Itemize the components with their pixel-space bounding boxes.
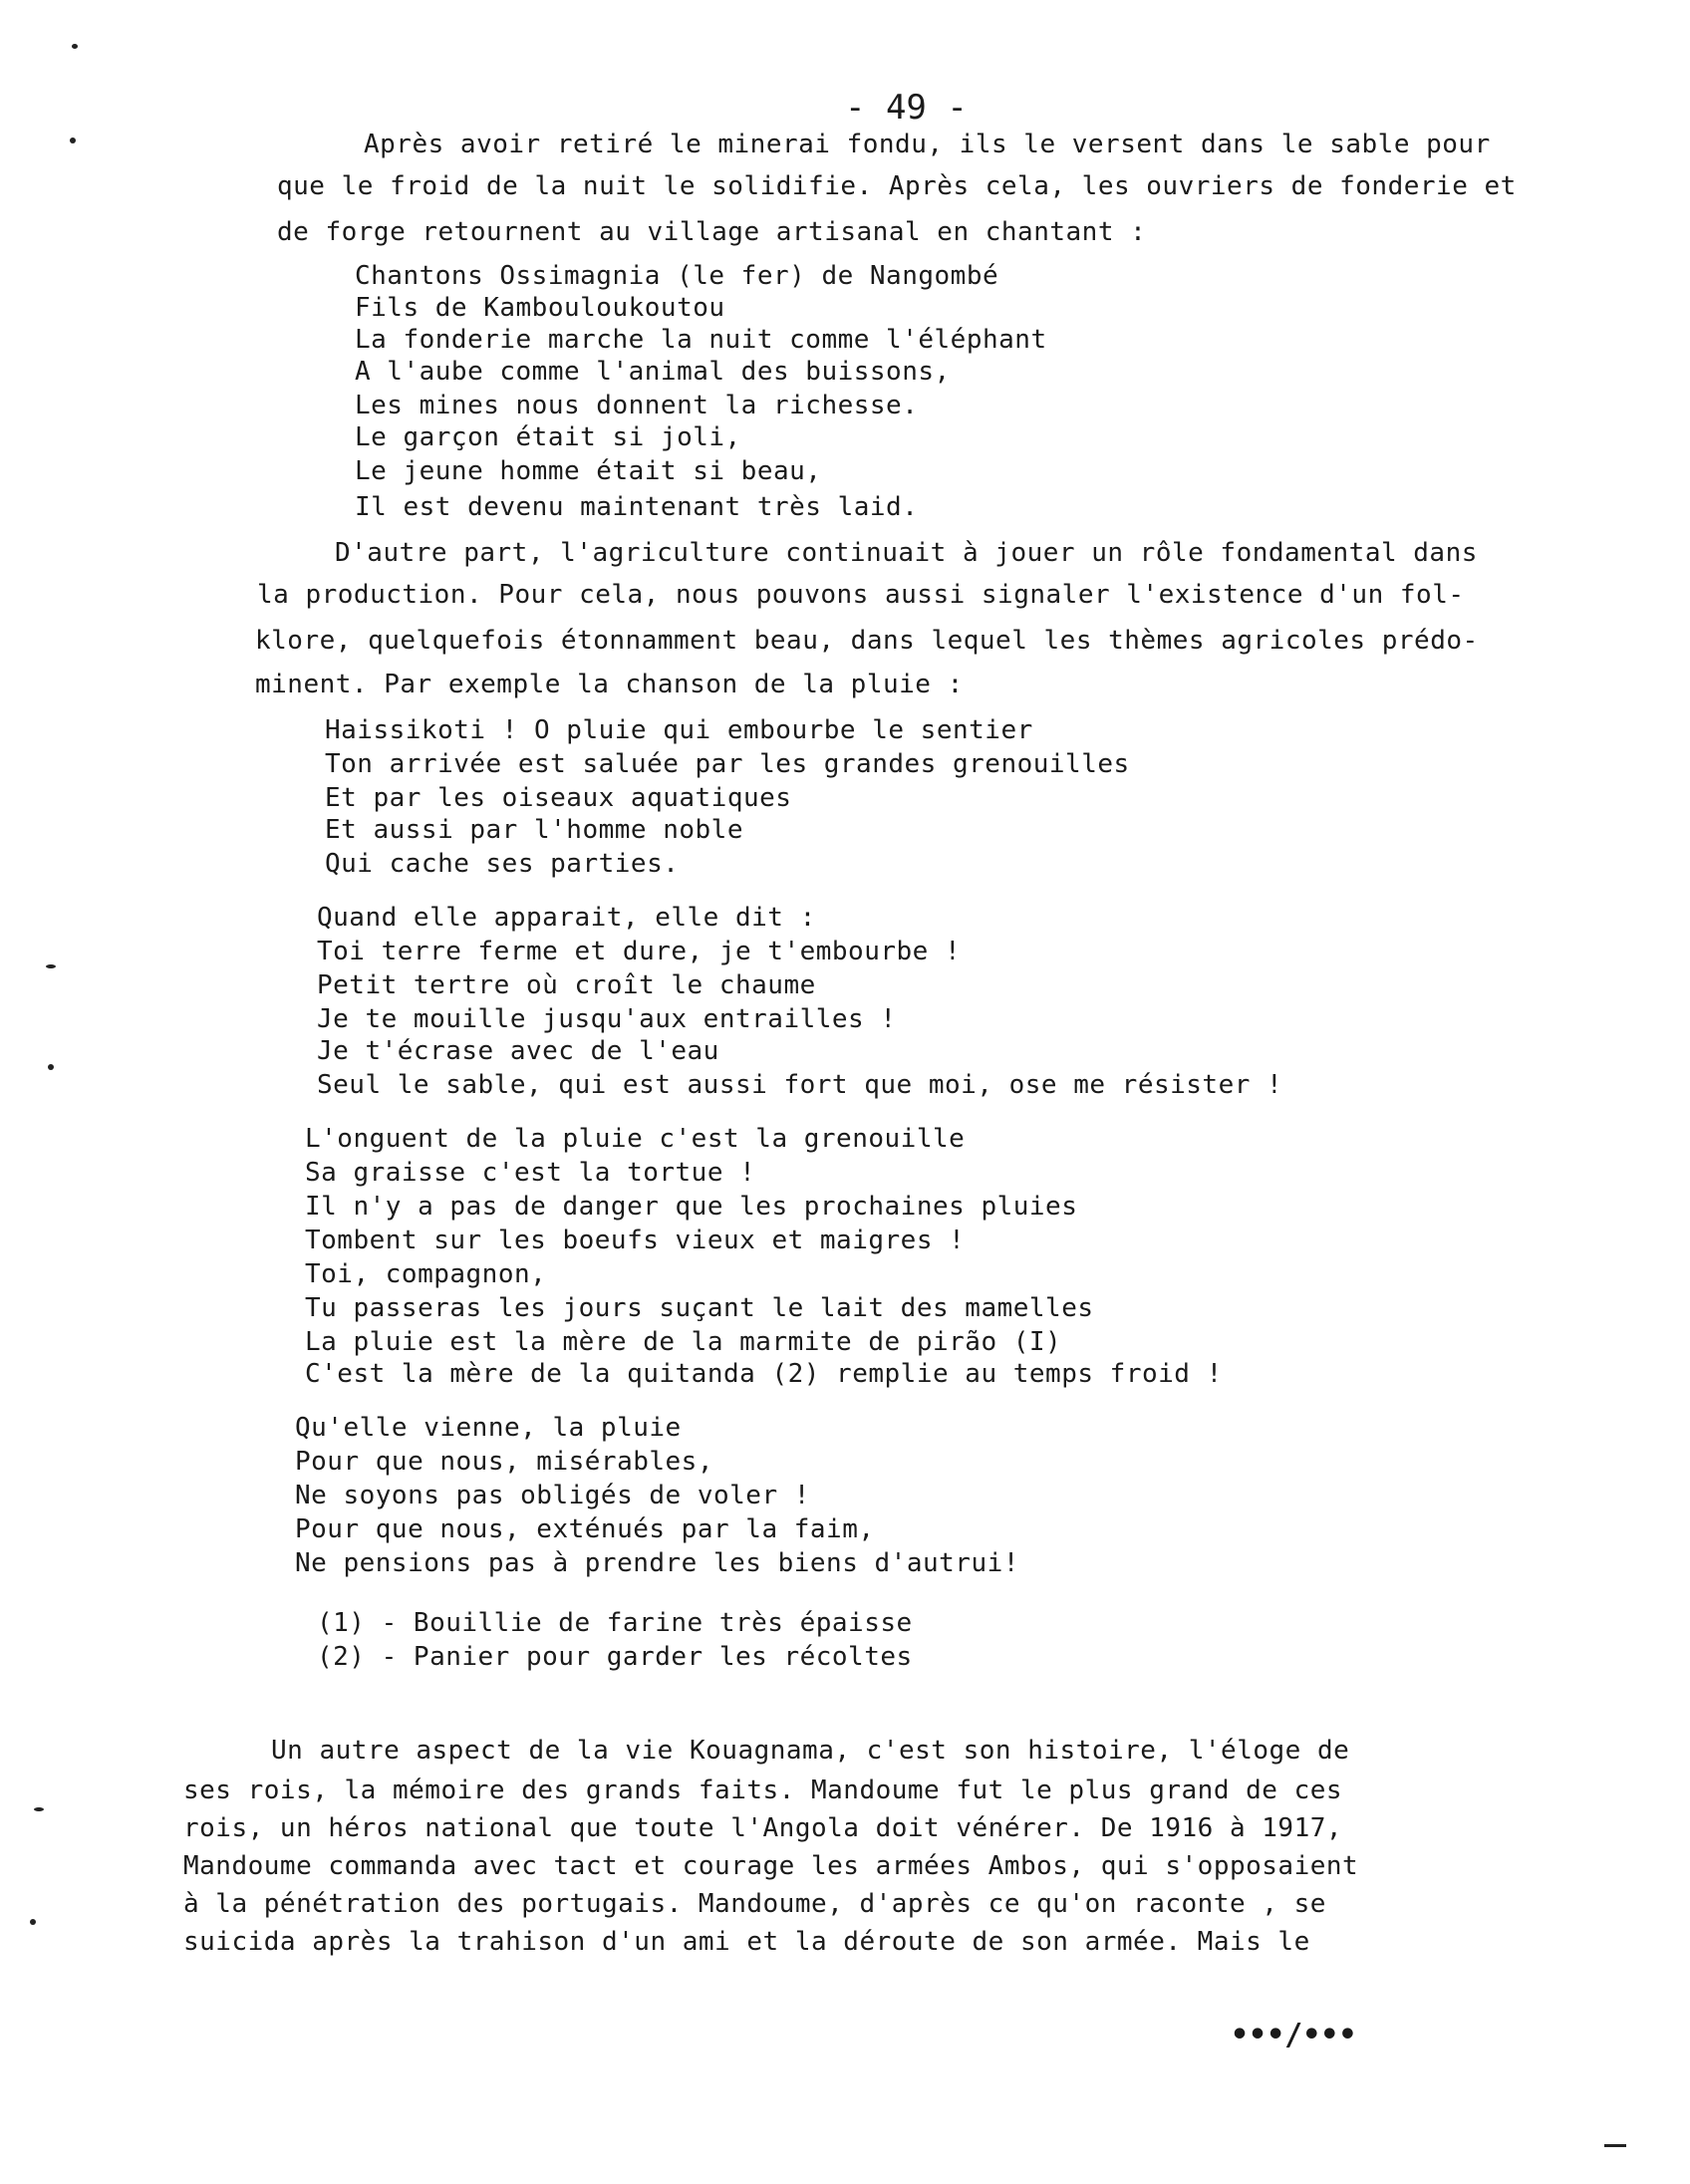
continuation-mark: •••/••• bbox=[1231, 2018, 1357, 2052]
verse-line: Pour que nous, exténués par la faim, bbox=[295, 1514, 875, 1544]
paragraph-line: à la pénétration des portugais. Mandoume, d'après ce qu'on raconte , se bbox=[183, 1889, 1326, 1919]
verse-line: Qui cache ses parties. bbox=[325, 849, 680, 879]
paragraph-line: suicida après la trahison d'un ami et la déroute de son armée. Mais le bbox=[183, 1927, 1310, 1957]
verse-line: La fonderie marche la nuit comme l'éléphant bbox=[355, 325, 1047, 355]
verse-line: Ne soyons pas obligés de voler ! bbox=[295, 1481, 810, 1510]
verse-line: Fils de Kambouloukoutou bbox=[355, 293, 725, 323]
verse-line: Toi, compagnon, bbox=[305, 1259, 547, 1289]
page-number: - 49 - bbox=[845, 88, 968, 128]
paragraph-line: minent. Par exemple la chanson de la pluie : bbox=[255, 670, 964, 699]
verse-line: Je t'écrase avec de l'eau bbox=[317, 1036, 719, 1066]
verse-line: Quand elle apparait, elle dit : bbox=[317, 903, 816, 933]
verse-line: Sa graisse c'est la tortue ! bbox=[305, 1158, 756, 1188]
verse-line: Il est devenu maintenant très laid. bbox=[355, 492, 919, 522]
verse-line: La pluie est la mère de la marmite de pirão (I) bbox=[305, 1327, 1062, 1357]
verse-line: Qu'elle vienne, la pluie bbox=[295, 1413, 682, 1443]
footnote: (2) - Panier pour garder les récoltes bbox=[317, 1642, 913, 1672]
verse-line: Chantons Ossimagnia (le fer) de Nangombé bbox=[355, 261, 999, 291]
verse-line: Et aussi par l'homme noble bbox=[325, 815, 743, 845]
verse-line: L'onguent de la pluie c'est la grenouille bbox=[305, 1124, 966, 1154]
verse-line: Petit tertre où croît le chaume bbox=[317, 970, 816, 1000]
paragraph-line: ses rois, la mémoire des grands faits. Mandoume fut le plus grand de ces bbox=[183, 1775, 1343, 1805]
scan-mark bbox=[70, 137, 76, 143]
paragraph-line: Mandoume commanda avec tact et courage les armées Ambos, qui s'opposaient bbox=[183, 1851, 1359, 1881]
scan-mark bbox=[30, 1919, 36, 1925]
verse-line: Le garçon était si joli, bbox=[355, 422, 741, 452]
paragraph-line: Un autre aspect de la vie Kouagnama, c'est son histoire, l'éloge de bbox=[271, 1736, 1350, 1766]
footnote: (1) - Bouillie de farine très épaisse bbox=[317, 1608, 913, 1638]
verse-line: Tu passeras les jours suçant le lait des mamelles bbox=[305, 1293, 1094, 1323]
verse-line: Il n'y a pas de danger que les prochaines pluies bbox=[305, 1192, 1078, 1222]
verse-line: Je te mouille jusqu'aux entrailles ! bbox=[317, 1004, 897, 1034]
verse-line: Pour que nous, misérables, bbox=[295, 1447, 713, 1477]
verse-line: Tombent sur les boeufs vieux et maigres ! bbox=[305, 1226, 966, 1255]
paragraph-line: de forge retournent au village artisanal en chantant : bbox=[277, 217, 1147, 247]
scan-mark bbox=[34, 1807, 44, 1811]
verse-line: Toi terre ferme et dure, je t'embourbe ! bbox=[317, 937, 962, 966]
paragraph-line: D'autre part, l'agriculture continuait à jouer un rôle fondamental dans bbox=[335, 538, 1478, 568]
verse-line: Les mines nous donnent la richesse. bbox=[355, 391, 919, 420]
verse-line: Ton arrivée est saluée par les grandes grenouilles bbox=[325, 749, 1130, 779]
paragraph-line: Après avoir retiré le minerai fondu, ils le versent dans le sable pour bbox=[364, 130, 1491, 159]
verse-line: Ne pensions pas à prendre les biens d'autrui! bbox=[295, 1548, 1019, 1578]
paragraph-line: klore, quelquefois étonnamment beau, dans lequel les thèmes agricoles prédo- bbox=[255, 626, 1479, 656]
paragraph-line: que le froid de la nuit le solidifie. Après cela, les ouvriers de fonderie et bbox=[277, 171, 1517, 201]
paragraph-line: la production. Pour cela, nous pouvons aussi signaler l'existence d'un fol- bbox=[257, 580, 1465, 610]
paragraph-line: rois, un héros national que toute l'Angola doit vénérer. De 1916 à 1917, bbox=[183, 1813, 1343, 1843]
verse-line: C'est la mère de la quitanda (2) remplie au temps froid ! bbox=[305, 1359, 1223, 1389]
verse-line: A l'aube comme l'animal des buissons, bbox=[355, 357, 951, 387]
scan-mark bbox=[48, 1064, 54, 1070]
scan-mark bbox=[1604, 2144, 1626, 2147]
verse-line: Le jeune homme était si beau, bbox=[355, 456, 822, 486]
scan-mark bbox=[46, 964, 56, 968]
scan-mark bbox=[72, 44, 78, 49]
verse-line: Haissikoti ! O pluie qui embourbe le sentier bbox=[325, 715, 1033, 745]
verse-line: Et par les oiseaux aquatiques bbox=[325, 783, 792, 813]
verse-line: Seul le sable, qui est aussi fort que moi, ose me résister ! bbox=[317, 1070, 1283, 1100]
